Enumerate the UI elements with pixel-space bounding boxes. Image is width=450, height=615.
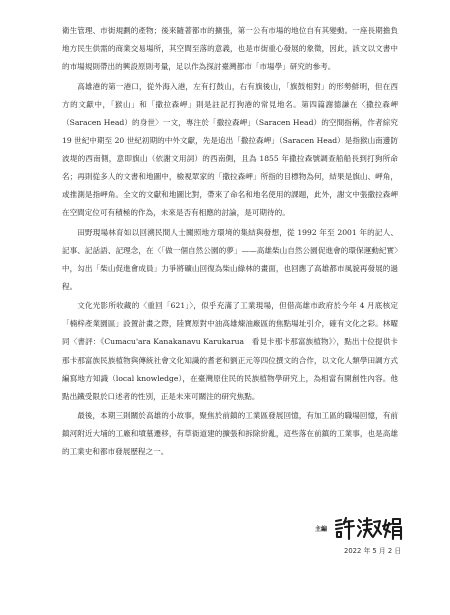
paragraph-2: 高雄港的第一港口，從外海入港，左有打鼓山，右有旗後山，「旗鼓相對」的形勢鮮明，但在西方的文獻中，「猴山」和「撒拉森岬」則是註記打狗港的常見地名。第四篇謝德謙在〈撒拉森岬（Saracen Head）的身世〉一文，專注於「撒拉森岬」（Saracen Head）的空間指稱，作者綜究 19 世紀中期至 20 世紀初期的中外文獻，先是追出「撒拉森岬」（Saracen Head）是指猴山南邊防波堤的西南側，意即旗山（依謝文用詞）的西南側，且為 1855 年撒拉森號調查船船長到打狗所命名；再則從多人的文書和地圖中，檢視眾家的「撒拉森岬」所指的目標物為何，結果是旗山、岬角，或推測是指岬角。全文的文獻和地圖比對，帶來了命名和地名使用的課題，此外，謝文中張撒拉森岬在空間定位可有積極的作為，未來是否有相應的討論，是可期待的。 [62,81,398,218]
editor-signature [315,515,405,541]
signature-label: 主編 [315,526,328,533]
signature-date: 2022 年 5 月 2 日 [344,547,402,555]
paragraph-4: 文化光影所收藏的〈重回「621」〉，似乎充滿了工業現場，但借高雄市政府於今年 4 月底核定「楠梓產業園區」設置計畫之際，陸寶原對中油高雄煉油廠區的焦點場址引介，確有文化之彩。林曜同〈書評：《Cumacu'ara Kanakanavu Karukarua 看見卡那卡那富族植物》〉，點出十位提供卡那卡那富族民族植物與傳統社會文化知識的耆老和劉正元等四位撰文的合作，以文化人類學田調方式編寫地方知識（local knowledge），在臺灣原住民的民族植物學研究上，為相當有開創性內容。他點出鐵受限於口述者的性別，正是未來可關注的研究焦點。 [62,301,398,401]
handwritten-signature [333,515,405,541]
editorial-body [62,22,398,463]
paragraph-5: 最後，本期三則關於高雄的小故事，聚焦於前鎮的工業區發展回憶，有加工區的職場回憶，有前鎮河附近大埔的工廠和墳墓遷移，有草衙道建的擴張和拆除紛亂，這些落在前鎮的工業事，也是高雄的工業史和都市發展歷程之一。 [62,411,398,457]
paragraph-1: 衛生管理、市街規劃的產物；後來隨著都市的擴張，第一公有市場的地位自有其變動。一座長期擔負地方民生供需的商業交易場所，其空間至落的意義，也是市街重心發展的象徵，因此，該文以文書中的市場規則帶出的興設原則考量，足以作為探討臺灣都市「市場學」研究的參考。 [62,26,398,72]
paragraph-3: 田野現場林育如以回溯民間人士關照地方環境的集結與發想，從 1992 年至 2001 年的記人、記事、記話語、記理念，在〈「做一個自然公園的夢」——高雄柴山自然公園促進會的環保運動紀實〉中，勾出「柴山促進會成員」力爭將礦山回復為柴山綠林的畫面，也回應了高雄都市風貌再發展的過程。 [62,227,398,291]
